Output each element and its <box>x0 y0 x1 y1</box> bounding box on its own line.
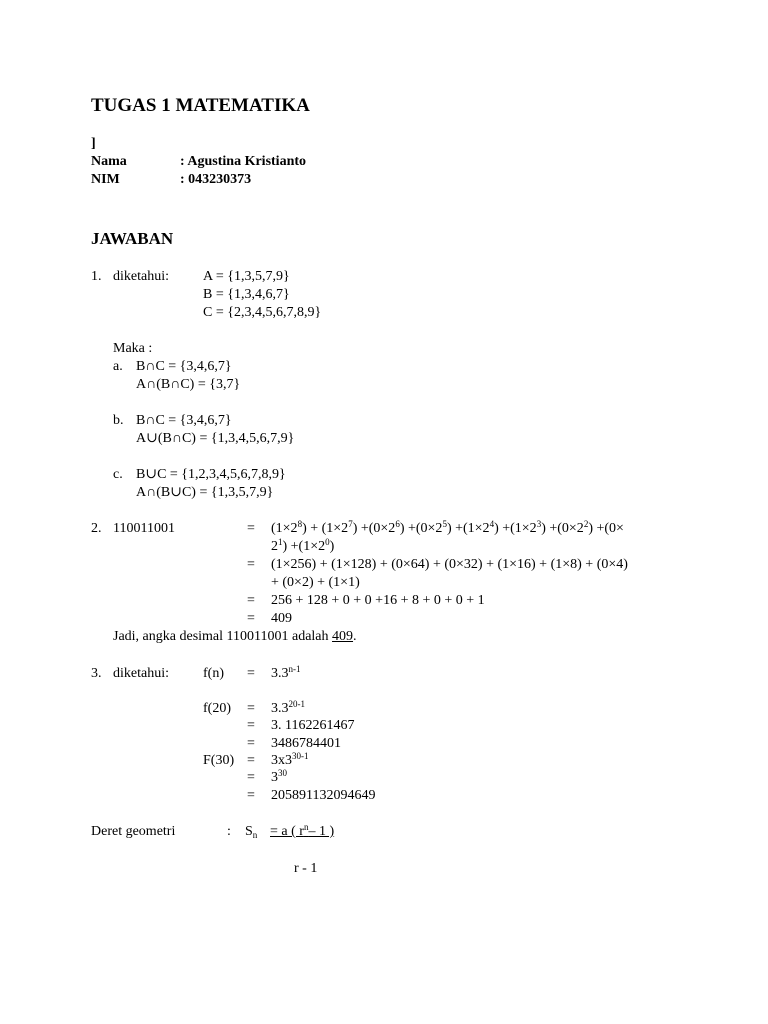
q3-number: 3. <box>91 666 102 681</box>
q1a-line1: B∩C = {3,4,6,7} <box>136 359 232 374</box>
conclusion-text: Jadi, angka desimal 110011001 adalah 409. <box>113 629 357 644</box>
eq-sign: = <box>247 666 255 681</box>
eq-sign: = <box>247 718 255 733</box>
page-title: TUGAS 1 MATEMATIKA <box>91 95 310 116</box>
F30-step2: $3^{30}$ <box>271 768 287 785</box>
nim-value: : 043230373 <box>180 172 252 187</box>
q2-number: 2. <box>91 521 102 536</box>
q1c-letter: c. <box>113 467 123 482</box>
f20-label: f(20) <box>203 701 231 716</box>
eq-sign: = <box>247 611 255 626</box>
set-b: B = {1,3,4,6,7} <box>203 287 290 302</box>
F30-label: F(30) <box>203 753 235 768</box>
result-value: 409 <box>271 611 292 626</box>
q1-number: 1. <box>91 269 102 284</box>
answers-heading: JAWABAN <box>91 229 174 248</box>
deret-label: Deret geometri <box>91 824 176 839</box>
expansion-line4: + (0×2) + (1×1) <box>271 575 360 590</box>
name-label: Nama <box>91 154 127 169</box>
eq-sign: = <box>247 557 255 572</box>
nim-label: NIM <box>91 172 120 187</box>
eq-sign: = <box>247 753 255 768</box>
eq-sign: = <box>247 788 255 803</box>
eq-sign: = <box>247 736 255 751</box>
name-value: : Agustina Kristianto <box>180 154 307 169</box>
maka-label: Maka : <box>113 341 153 356</box>
q1b-line2: A∪(B∩C) = {1,3,4,5,6,7,9} <box>136 431 295 446</box>
q1a-letter: a. <box>113 359 123 374</box>
q1c-line1: B∪C = {1,2,3,4,5,6,7,8,9} <box>136 467 286 482</box>
F30-result: 205891132094649 <box>271 788 376 803</box>
expansion-line3: (1×256) + (1×128) + (0×64) + (0×32) + (1×16) + (1×8) + (0×4) <box>271 557 628 572</box>
binary-number: 110011001 <box>113 521 175 536</box>
expansion-line2: $2^1) +(1\times 2^0)$ <box>271 537 335 554</box>
q1c-line2: A∩(B∪C) = {1,3,5,7,9} <box>136 485 274 500</box>
eq-sign: = <box>247 701 255 716</box>
f20-result: 3486784401 <box>271 736 341 751</box>
q1b-letter: b. <box>113 413 124 428</box>
q1-label: diketahui: <box>113 269 169 284</box>
q1b-line1: B∩C = {3,4,6,7} <box>136 413 232 428</box>
expansion-line1: $(1\times 2^8) + (1\times 2^7) +(0\times 2^6) +(0\times 2^5) +(1\times 2^4) +(1\times 2^3) +(0\times 2^2) +(0\times$ <box>271 519 624 536</box>
sn-symbol: $S_n$ <box>245 824 258 840</box>
deret-numerator: = a ( $r^n-$ 1 ) <box>270 822 335 839</box>
q3-label: diketahui: <box>113 666 169 681</box>
fn-label: f(n) <box>203 666 224 681</box>
set-a: A = {1,3,5,7,9} <box>203 269 290 284</box>
eq-sign: = <box>247 770 255 785</box>
q1a-line2: A∩(B∩C) = {3,7} <box>136 377 241 392</box>
set-c: C = {2,3,4,5,6,7,8,9} <box>203 305 322 320</box>
eq-sign: = <box>247 521 255 536</box>
answer-value: 409 <box>332 629 354 644</box>
stray-bracket: ] <box>91 136 96 151</box>
fn-formula: 3.3$^{n-1}$ <box>271 664 301 681</box>
eq-sign: = <box>247 593 255 608</box>
sum-line: 256 + 128 + 0 + 0 +16 + 8 + 0 + 0 + 1 <box>271 593 485 608</box>
F30-formula: 3x3$^{30-1}$ <box>271 751 309 768</box>
f20-formula: 3.3$^{20-1}$ <box>271 699 305 716</box>
deret-colon: : <box>227 824 231 839</box>
f20-step2: 3. 1162261467 <box>271 718 355 733</box>
deret-denominator: r - 1 <box>294 861 318 876</box>
